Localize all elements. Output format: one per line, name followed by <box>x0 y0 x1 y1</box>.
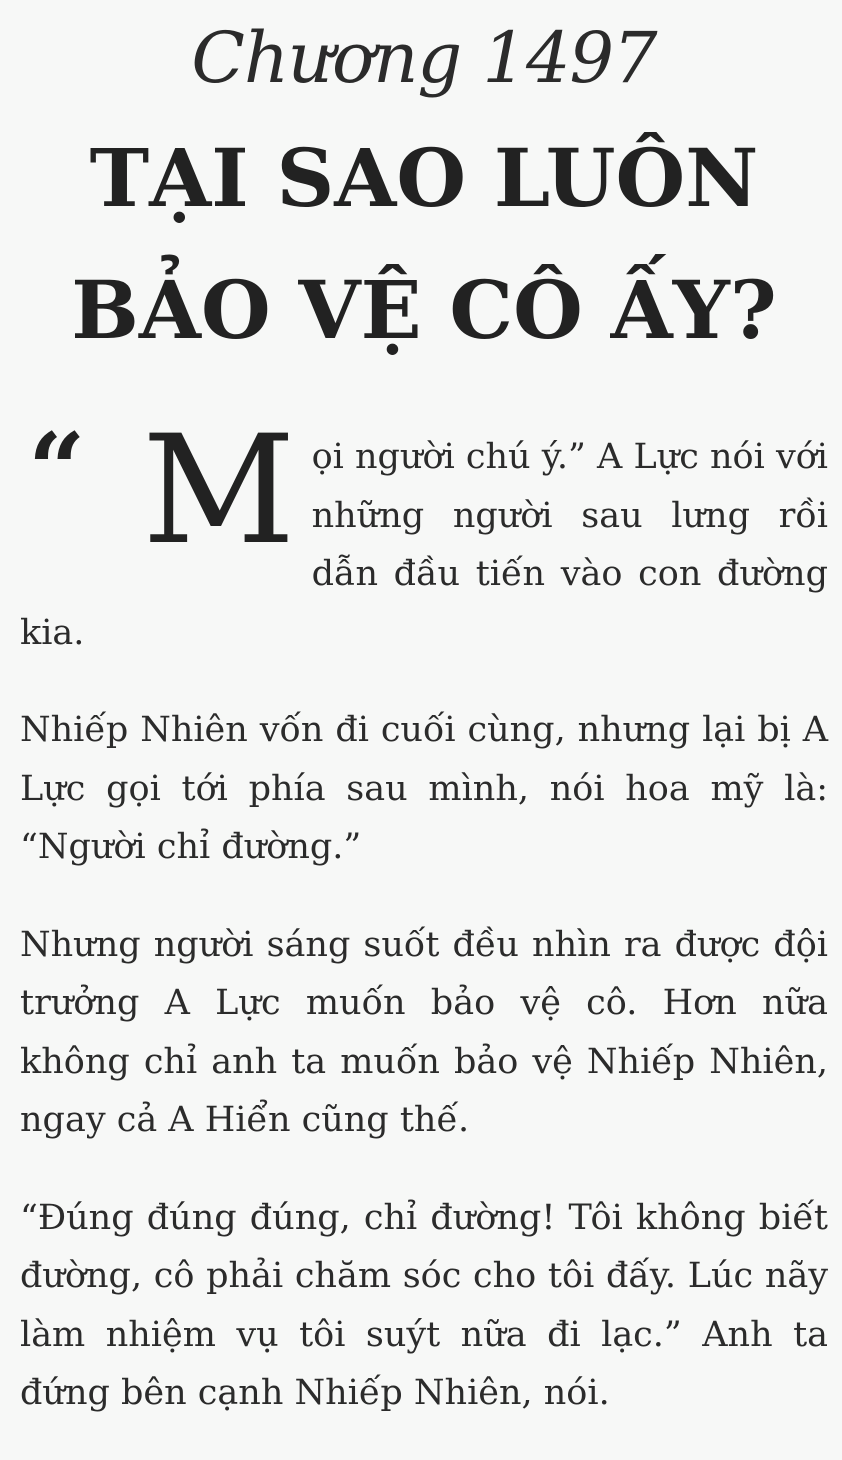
paragraph-4: “Đúng đúng đúng, chỉ đường! Tôi không biết đường, cô phải chăm sóc cho tôi đấy. Lúc nãy làm nhiệm vụ tôi suýt nữa đi lạc.” Anh ta đứng bên cạnh Nhiếp Nhiên, nói. <box>20 1197 828 1413</box>
chapter-title-line-1: TẠI SAO LUÔN <box>89 131 759 225</box>
paragraph-1-text: ọi người chú ý.” A Lực nói với những người sau lưng rồi dẫn đầu tiến vào con đường kia. <box>20 437 828 653</box>
paragraph-2: Nhiếp Nhiên vốn đi cuối cùng, nhưng lại bị A Lực gọi tới phía sau mình, nói hoa mỹ là: “Người chỉ đường.” <box>20 710 828 867</box>
chapter-title <box>20 112 828 376</box>
open-quote-mark: “ <box>28 411 86 529</box>
chapter-number: Chương 1497 <box>191 17 657 99</box>
drop-cap: M <box>142 404 296 578</box>
chapter-title-line-2: BẢO VỆ CÔ ẤY? <box>71 263 777 357</box>
paragraph-1 <box>20 404 828 662</box>
paragraph-3: Nhưng người sáng suốt đều nhìn ra được đội trưởng A Lực muốn bảo vệ cô. Hơn nữa không chỉ anh ta muốn bảo vệ Nhiếp Nhiên, ngay cả A Hiển cũng thế. <box>20 924 828 1140</box>
chapter-body <box>20 404 828 1423</box>
